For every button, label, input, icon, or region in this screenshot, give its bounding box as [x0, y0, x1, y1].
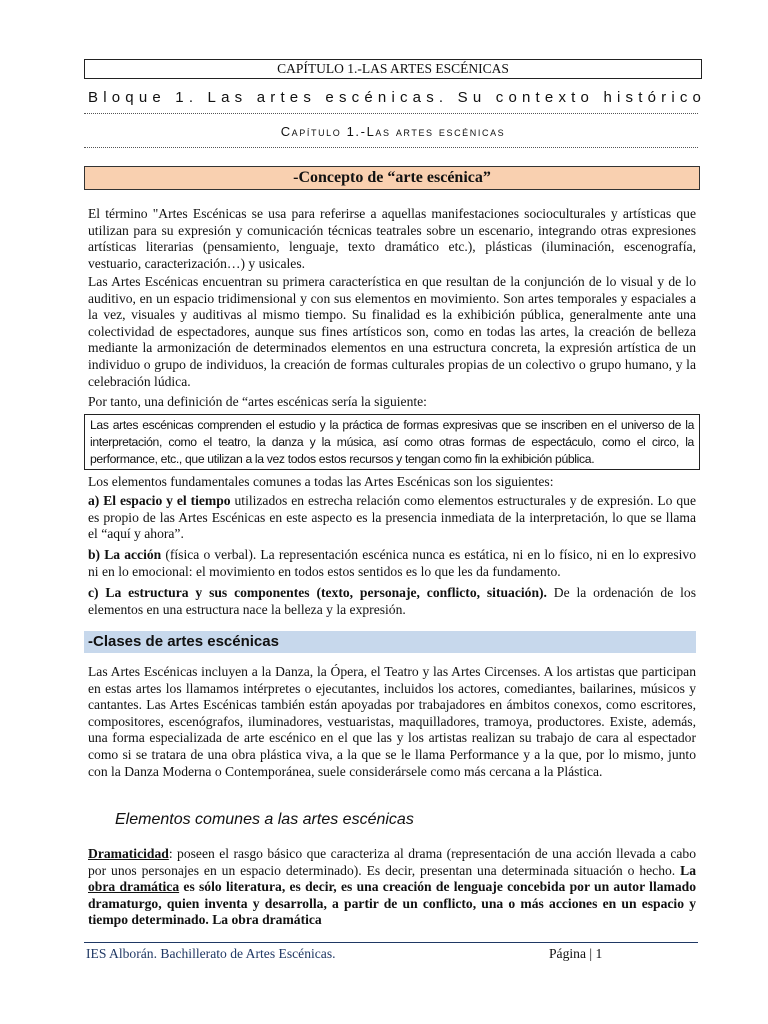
dramaticidad-text: : poseen el rasgo básico que caracteriza al drama (representación de una acción llevada a cabo por unos personajes en un espacio determinado). Es decir, presentan una determinada situación o hecho.: [88, 846, 696, 878]
footer-school: IES Alborán. Bachillerato de Artes Escénicas.: [86, 946, 336, 961]
element-c: [88, 585, 696, 618]
chapter-title: Capítulo 1.-Las artes escénicas: [280, 124, 506, 139]
subheading-elementos: Elementos comunes a las artes escénicas: [115, 811, 414, 828]
divider: [84, 113, 698, 114]
paragraph-1: El término "Artes Escénicas se usa para referirse a aquellas manifestaciones socioculturales y artísticas que utilizan para su expresión y comunicación técnicas teatrales sobre un escenario, integrando otras expresiones artísticas literarias (pensamiento, lenguaje, texto dramático etc.), plásticas (iluminación, escenografía, vestuario, caracterización…) y usicales.: [88, 206, 696, 271]
paragraph-2: Las Artes Escénicas encuentran su primera característica en que resultan de la conjunción de lo visual y de lo auditivo, en un espacio tridimensional y con sus elementos en movimiento. Son artes temporales y espaciales a la vez, visuales y auditivas al mismo tiempo. Su finalidad es la exhibición pública, generalmente ante una colectividad de espectadores, aunque sus fines artísticos son, como en todas las artes, la creación de belleza mediante la armonización de determinados elementos en una estructura concreta, la expresión artística de un individuo o grupo de individuos, la creación de formas culturales propias de un colectivo o grupo humano, y la celebración lúdica.: [88, 274, 696, 389]
paragraph-4: Los elementos fundamentales comunes a todas las Artes Escénicas son los siguientes:: [88, 474, 554, 489]
dramaticidad-bold-1: La: [680, 862, 696, 878]
chapter-header-box: CAPÍTULO 1.-LAS ARTES ESCÉNICAS: [84, 59, 702, 79]
element-c-text: De la ordenación de los elementos en una estructura nace la belleza y la expresión.: [88, 585, 696, 617]
footer-divider: [84, 942, 698, 943]
element-b-label: b) La acción: [88, 547, 162, 562]
page-number: Página | 1: [549, 946, 603, 961]
section-heading-concepto: -Concepto de “arte escénica”: [84, 166, 700, 190]
element-b-text: (física o verbal). La representación escénica nunca es estática, ni en lo físico, ni en lo expresivo ni en lo emocional: el movimiento en todos estos sentidos es lo que les da fundamento.: [88, 547, 697, 579]
element-c-label: c) La estructura y sus componentes (texto, personaje, conflicto, situación).: [88, 585, 547, 600]
paragraph-clases: Las Artes Escénicas incluyen a la Danza, la Ópera, el Teatro y las Artes Circenses. A los artistas que participan en estas artes los llamamos intérpretes o ejecutantes, incluidos los actores, comediantes, bailarines, músicos y cantantes. Las Artes Escénicas también están apoyadas por trabajadores en ámbitos conexos, como escritores, compositores, escenógrafos, iluminadores, vestuaristas, maquilladores, tramoya, productores. Existe, además, una forma especializada de arte escénico en el que las y los artistas realizan su trabajo de cara al espectador como si se tratara de una obra plástica viva, a la que se le llama Performance y a la que, por lo mismo, junto con la Danza Moderna o Contemporánea, suele considerársele como más cercana a la Plástica.: [88, 664, 696, 779]
block-title: Bloque 1. Las artes escénicas. Su contexto histórico: [88, 89, 707, 106]
element-a-text: utilizados en estrecha relación como elementos estructurales y de expresión. Lo que es propio de las Artes Escénicas en este aspecto es la presencia inmediata de la interpretación, lo que se llama el “aquí y ahora”.: [88, 493, 697, 542]
paragraph-dramaticidad: [88, 846, 696, 929]
element-a-label: a) El espacio y el tiempo: [88, 493, 231, 508]
element-a: [88, 493, 696, 543]
dramaticidad-bold-2: es sólo literatura, es decir, es una creación de lenguaje concebida por un autor llamado dramaturgo, quien inventa y desarrolla, a partir de un conflicto, una o más acciones en un espacio y tiempo determinado. La obra dramática: [88, 879, 696, 928]
definition-box: Las artes escénicas comprenden el estudio y la práctica de formas expresivas que se inscriben en el universo de la interpretación, como el teatro, la danza y la música, así como otras formas de espectáculo, como el circo, la performance, etc., que utilizan a la vez todos estos recursos y tengan como fin la exhibición pública.: [84, 414, 700, 470]
section-heading-clases: -Clases de artes escénicas: [84, 631, 696, 653]
obra-dramatica-term: obra dramática: [88, 879, 180, 895]
divider: [84, 147, 698, 148]
element-b: [88, 547, 696, 580]
paragraph-3: Por tanto, una definición de “artes escénicas sería la siguiente:: [88, 394, 427, 409]
dramaticidad-label: Dramaticidad: [88, 846, 169, 861]
